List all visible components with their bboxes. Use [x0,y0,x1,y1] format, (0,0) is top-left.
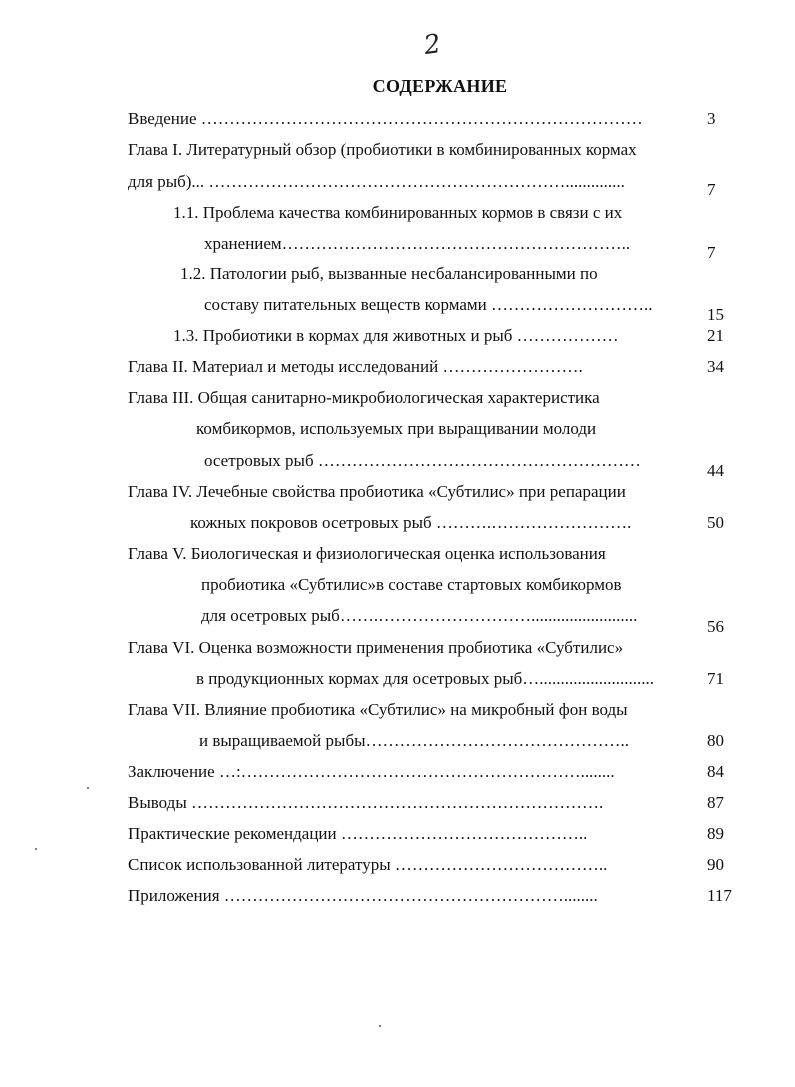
toc-entry-page: 50 [707,513,724,532]
toc-entry-text: 1.1. Проблема качества комбинированных кормов в связи с их [173,203,623,222]
scan-speck [35,848,37,850]
toc-entry-page: 90 [707,855,724,874]
toc-entry-text: Глава VI. Оценка возможности применения пробиотика «Субтилис» [128,638,624,657]
toc-entry-text: Глава I. Литературный обзор (пробиотики в комбинированных кормах [128,140,637,159]
toc-entry-text-continued: хранением…………………………………………………….. [204,234,631,253]
toc-entry-text: Список использованной литературы ……………………………….. [128,855,608,874]
toc-entry-page: 80 [707,731,724,750]
toc-entry-text-continued: осетровых рыб ………………………………………………… [204,451,641,470]
toc-entry-text-continued: в продукционных кормах для осетровых рыб…........................... [196,669,655,688]
toc-entry-page: 87 [707,793,724,812]
toc-entry-text: Введение …………………………………………………………………… [128,109,643,128]
toc-entry-text-continued: кожных покровов осетровых рыб ……….……………………. [190,513,632,532]
toc-entry-text-continued: пробиотика «Субтилис»в составе стартовых комбикормов [201,575,622,594]
toc-entry-page: 71 [707,669,724,688]
toc-entry-page: 7 [707,180,716,199]
toc-entry-page: 117 [707,886,732,905]
toc-entry-page: 34 [707,357,724,376]
toc-entry-text: Выводы ………………………………………………………………. [128,793,604,812]
toc-entry-page: 15 [707,305,724,324]
toc-entry-page: 7 [707,243,716,262]
toc-entry-page: 56 [707,617,724,636]
toc-entry-text-continued: комбикормов, используемых при выращивании молоди [196,419,597,438]
toc-entry-text: Глава IV. Лечебные свойства пробиотика «Субтилис» при репарации [128,482,626,501]
toc-entry-text: Глава VII. Влияние пробиотика «Субтилис» на микробный фон воды [128,700,628,719]
toc-entry-text: Практические рекомендации …………………………………….. [128,824,588,843]
toc-entry-page: 3 [707,109,716,128]
toc-entry-text: 1.3. Пробиотики в кормах для животных и рыб ……………… [173,326,619,345]
toc-entry-text-continued: составу питательных веществ кормами ……………………….. [204,295,653,314]
toc-entry-text: Глава II. Материал и методы исследований ……………………. [128,357,583,376]
page-number: 2 [421,28,443,62]
toc-entry-text: Глава V. Биологическая и физиологическая оценка использования [128,544,606,563]
page-title: СОДЕРЖАНИЕ [372,76,508,96]
scan-speck [379,1025,381,1027]
toc-entry-text: 1.2. Патологии рыб, вызванные несбалансированными по [180,264,598,283]
scan-speck [87,787,89,789]
toc-entry-text-continued: для осетровых рыб…….………………………......................... [201,606,638,625]
toc-entry-text-continued: для рыб)... ……………………………………………………….............. [128,172,625,191]
toc-entry-text: Глава III. Общая санитарно-микробиологическая характеристика [128,388,600,407]
toc-entry-text-continued: и выращиваемой рыбы……………………………………….. [199,731,630,750]
toc-entry-text: Заключение …:……………………………………………………........ [128,762,615,781]
toc-entry-page: 21 [707,326,724,345]
toc-entry-page: 89 [707,824,724,843]
toc-entry-text: Приложения ……………………………………………………........ [128,886,598,905]
toc-entry-page: 84 [707,762,724,781]
toc-entry-page: 44 [707,461,724,480]
